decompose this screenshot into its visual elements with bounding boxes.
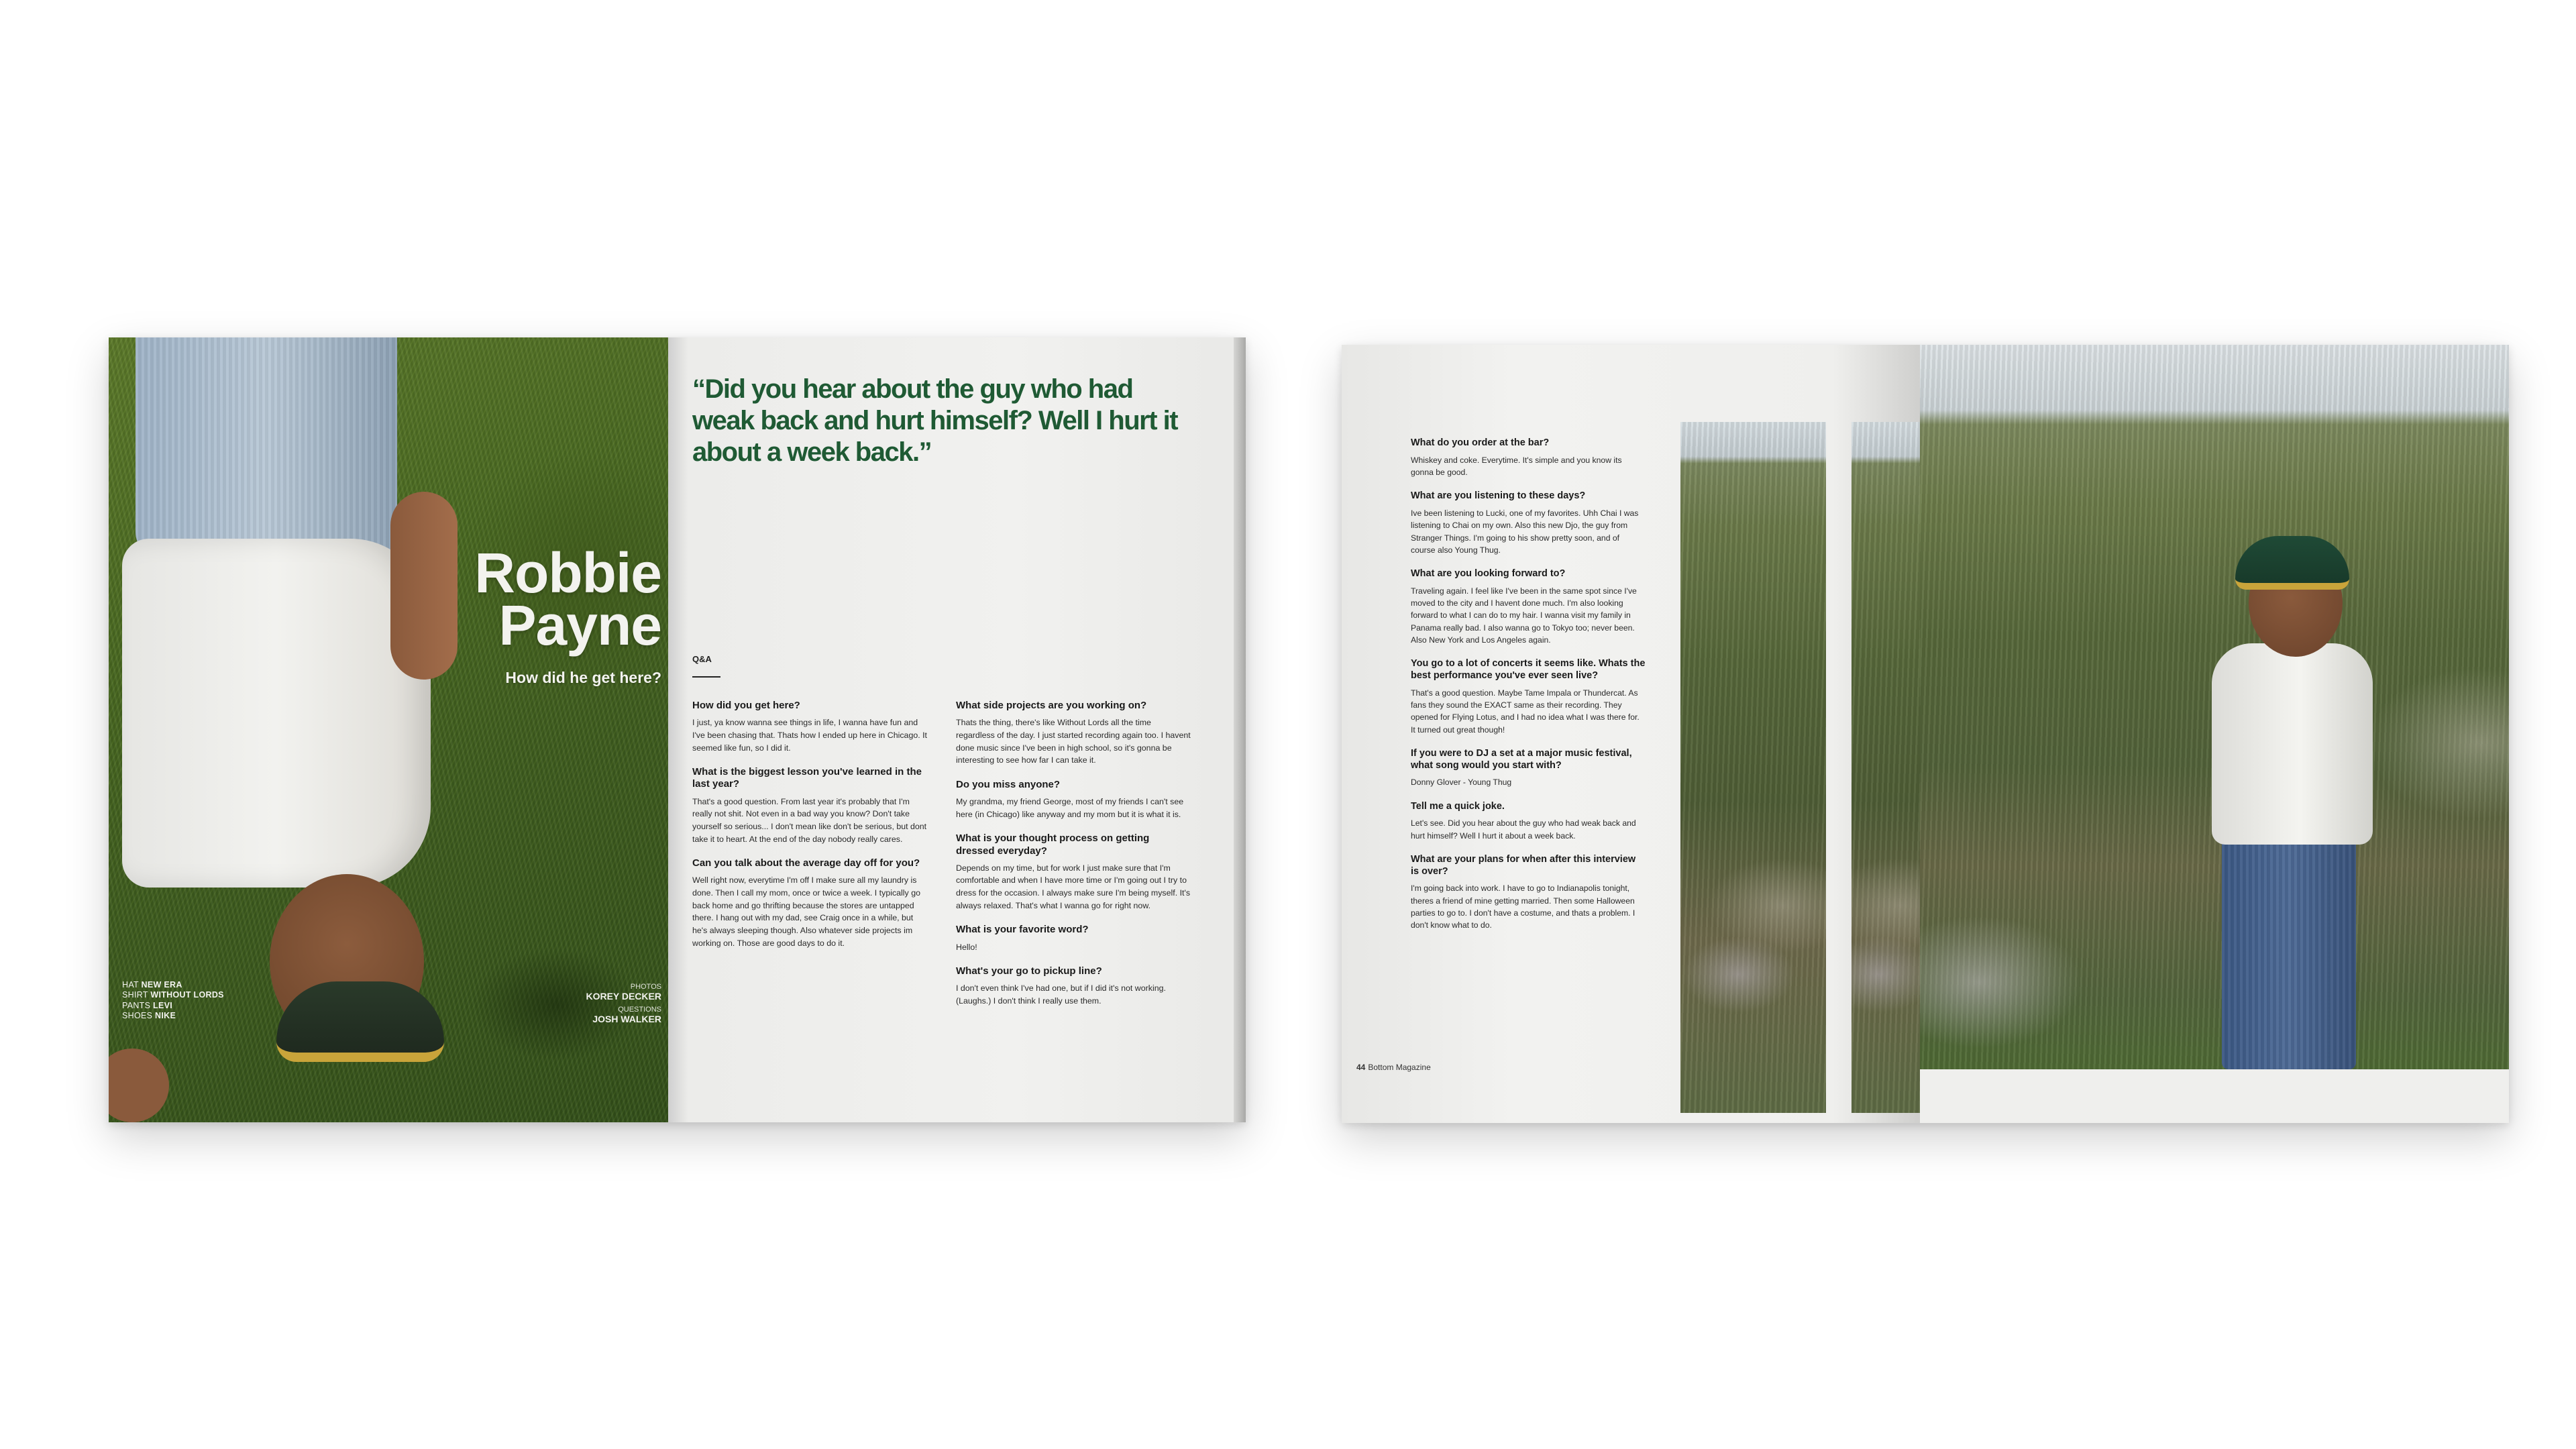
qa-item [956,833,1191,912]
interview-column-left [692,700,927,961]
credit-line: SHIRT WITHOUT LORDS [122,990,224,1000]
question: Do you miss anyone? [956,778,1061,790]
magazine-spread-left [109,337,1246,1122]
question: What do you order at the bar? [1411,437,1550,448]
interview-page-2 [1342,345,1920,1123]
photos-label: PHOTOS [630,983,661,991]
answer: Thats the thing, there's like Without Lords all the time regardless of the day. I just started recording again too. I havent done music since I've been in high school, so it's gonna be interesting to see how far I can take it. [956,718,1191,765]
credit-line: HAT NEW ERA [122,979,182,989]
question: What are you looking forward to? [1411,568,1566,580]
qa-item [956,965,1191,1008]
question: If you were to DJ a set at a major music festival, what song would you start with? [1411,747,1632,771]
answer: I just, ya know wanna see things in life, I wanna have fun and I've been chasing that. Thats how I ended up here in Chicago. It seemed like fun, so I did it. [692,718,927,753]
qa-item [1411,748,1646,789]
magazine-spread-right [1342,345,2509,1123]
questions-label: QUESTIONS [618,1006,661,1014]
qa-item [956,779,1191,821]
article-subtitle: How did he get here? [505,669,661,686]
photo-cap [2235,536,2349,590]
answer: Donny Glover - Young Thug [1411,777,1512,788]
answer: I don't even think I've had one, but if I did it's not working. (Laughs.) I don't think I really use them. [956,983,1166,1006]
qa-item [1411,854,1646,932]
qa-item [692,857,927,949]
question: You go to a lot of concerts it seems like. Whats the best performance you've ever seen live? [1411,658,1646,682]
credit-line: SHOES NIKE [122,1011,176,1021]
question: Can you talk about the average day off for you? [692,857,920,869]
contributor-credits [586,983,661,1028]
questions-name: JOSH WALKER [592,1014,661,1024]
cover-photo-page [109,337,668,1122]
question: What are your plans for when after this interview is over? [1411,853,1636,877]
qa-item [956,924,1191,953]
photo-hand [109,1049,169,1122]
qa-item [956,700,1191,767]
pull-quote: “Did you hear about the guy who had weak back and hurt himself? Well I hurt it about a week back.” [692,374,1178,467]
title-line-2: Payne [498,594,661,657]
photo-shirt [2212,643,2373,845]
photo-jeans [136,337,397,559]
answer: That's a good question. Maybe Tame Impala or Thundercat. As fans they sound the EXACT same as their recording. They opened for Flying Lotus, and I had no idea what I was there for. It turned out great though! [1411,688,1640,735]
photos-name: KOREY DECKER [586,991,661,1002]
photo-arm [390,492,458,680]
qa-item [1411,568,1646,646]
answer: I'm going back into work. I have to go to Indianapolis tonight, theres a friend of mine getting married. Then some Halloween parties to go to. I don't have a costume, and thats a problem. I don't know what to do. [1411,883,1635,930]
answer: Ive been listening to Lucki, one of my favorites. Uhh Chai I was listening to Chai on my own. Also this new Djo, the guy from Stranger Things. I'm going to his show pretty soon, and of course also Young Thug. [1411,508,1639,555]
photo-jeans [2222,835,2356,1069]
qa-rule [692,676,720,678]
magazine-name: Bottom Magazine [1368,1063,1431,1072]
question: What's your go to pickup line? [956,965,1102,977]
portrait-photo-page [1920,345,2509,1123]
photo-shirt [122,539,431,888]
wardrobe-credits [122,980,224,1022]
field-photo-strip [1851,422,1920,1113]
question: What side projects are you working on? [956,700,1147,711]
credit-line: PANTS LEVI [122,1000,173,1010]
question: How did you get here? [692,700,800,711]
question: What is your thought process on getting dressed everyday? [956,833,1150,857]
qa-item [692,766,927,845]
answer: That's a good question. From last year it's probably that I'm really not shit. Not even in a bad way you know? Don't take yourself so serious... I don't mean like don't be serious, but dont take it to heart. At the end of the day nobody really cares. [692,796,927,844]
qa-item [1411,658,1646,736]
answer: Whiskey and coke. Everytime. It's simple and you know its gonna be good. [1411,455,1622,477]
qa-item [1411,801,1646,842]
answer: Traveling again. I feel like I've been in the same spot since I've moved to the city and I havent done much. I'm also looking forward to what I can do to my hair. I wanna visit my family in Panama really bad. I also wanna go to Tokyo too; never been. Also New York and Los Angeles again. [1411,586,1637,645]
field-photo-strip [1680,422,1826,1113]
qa-label: Q&A [692,654,712,664]
answer: Depends on my time, but for work I just make sure that I'm comfortable and when I have more time or I'm going out I try to dress for the occasion. I always make sure I'm being myself. It's always relaxed. That's what I wanna go for right now. [956,863,1191,910]
interview-column-right [956,700,1191,1020]
answer: My grandma, my friend George, most of my friends I can't see here (in Chicago) like anyway and my mom but it is what it is. [956,797,1184,819]
qa-item [1411,437,1646,478]
qa-item [692,700,927,754]
page-number: 44 [1356,1063,1366,1072]
question: What are you listening to these days? [1411,490,1586,502]
qa-item [1411,490,1646,556]
answer: Well right now, everytime I'm off I make sure all my laundry is done. Then I call my mom, once or twice a week. I typically go back home and go thrifting because the stores are untapped there. I hang out with my dad, see Craig once in a while, but he's always sleeping though. Also whatever side projects im working on. Those are good days to do it. [692,875,920,948]
article-title [474,541,661,657]
answer: Hello! [956,942,977,952]
photo-cap [276,981,444,1062]
title-line-1: Robbie [474,541,661,604]
question: What is your favorite word? [956,924,1089,936]
interview-page-1 [668,337,1246,1122]
question: What is the biggest lesson you've learned in the last year? [692,766,922,790]
interview-column [1411,437,1646,943]
cornfield-photo [1920,345,2509,1069]
question: Tell me a quick joke. [1411,800,1505,812]
page-folio [1356,1063,1431,1072]
answer: Let's see. Did you hear about the guy who had weak back and hurt himself? Well I hurt it about a week back. [1411,818,1636,841]
